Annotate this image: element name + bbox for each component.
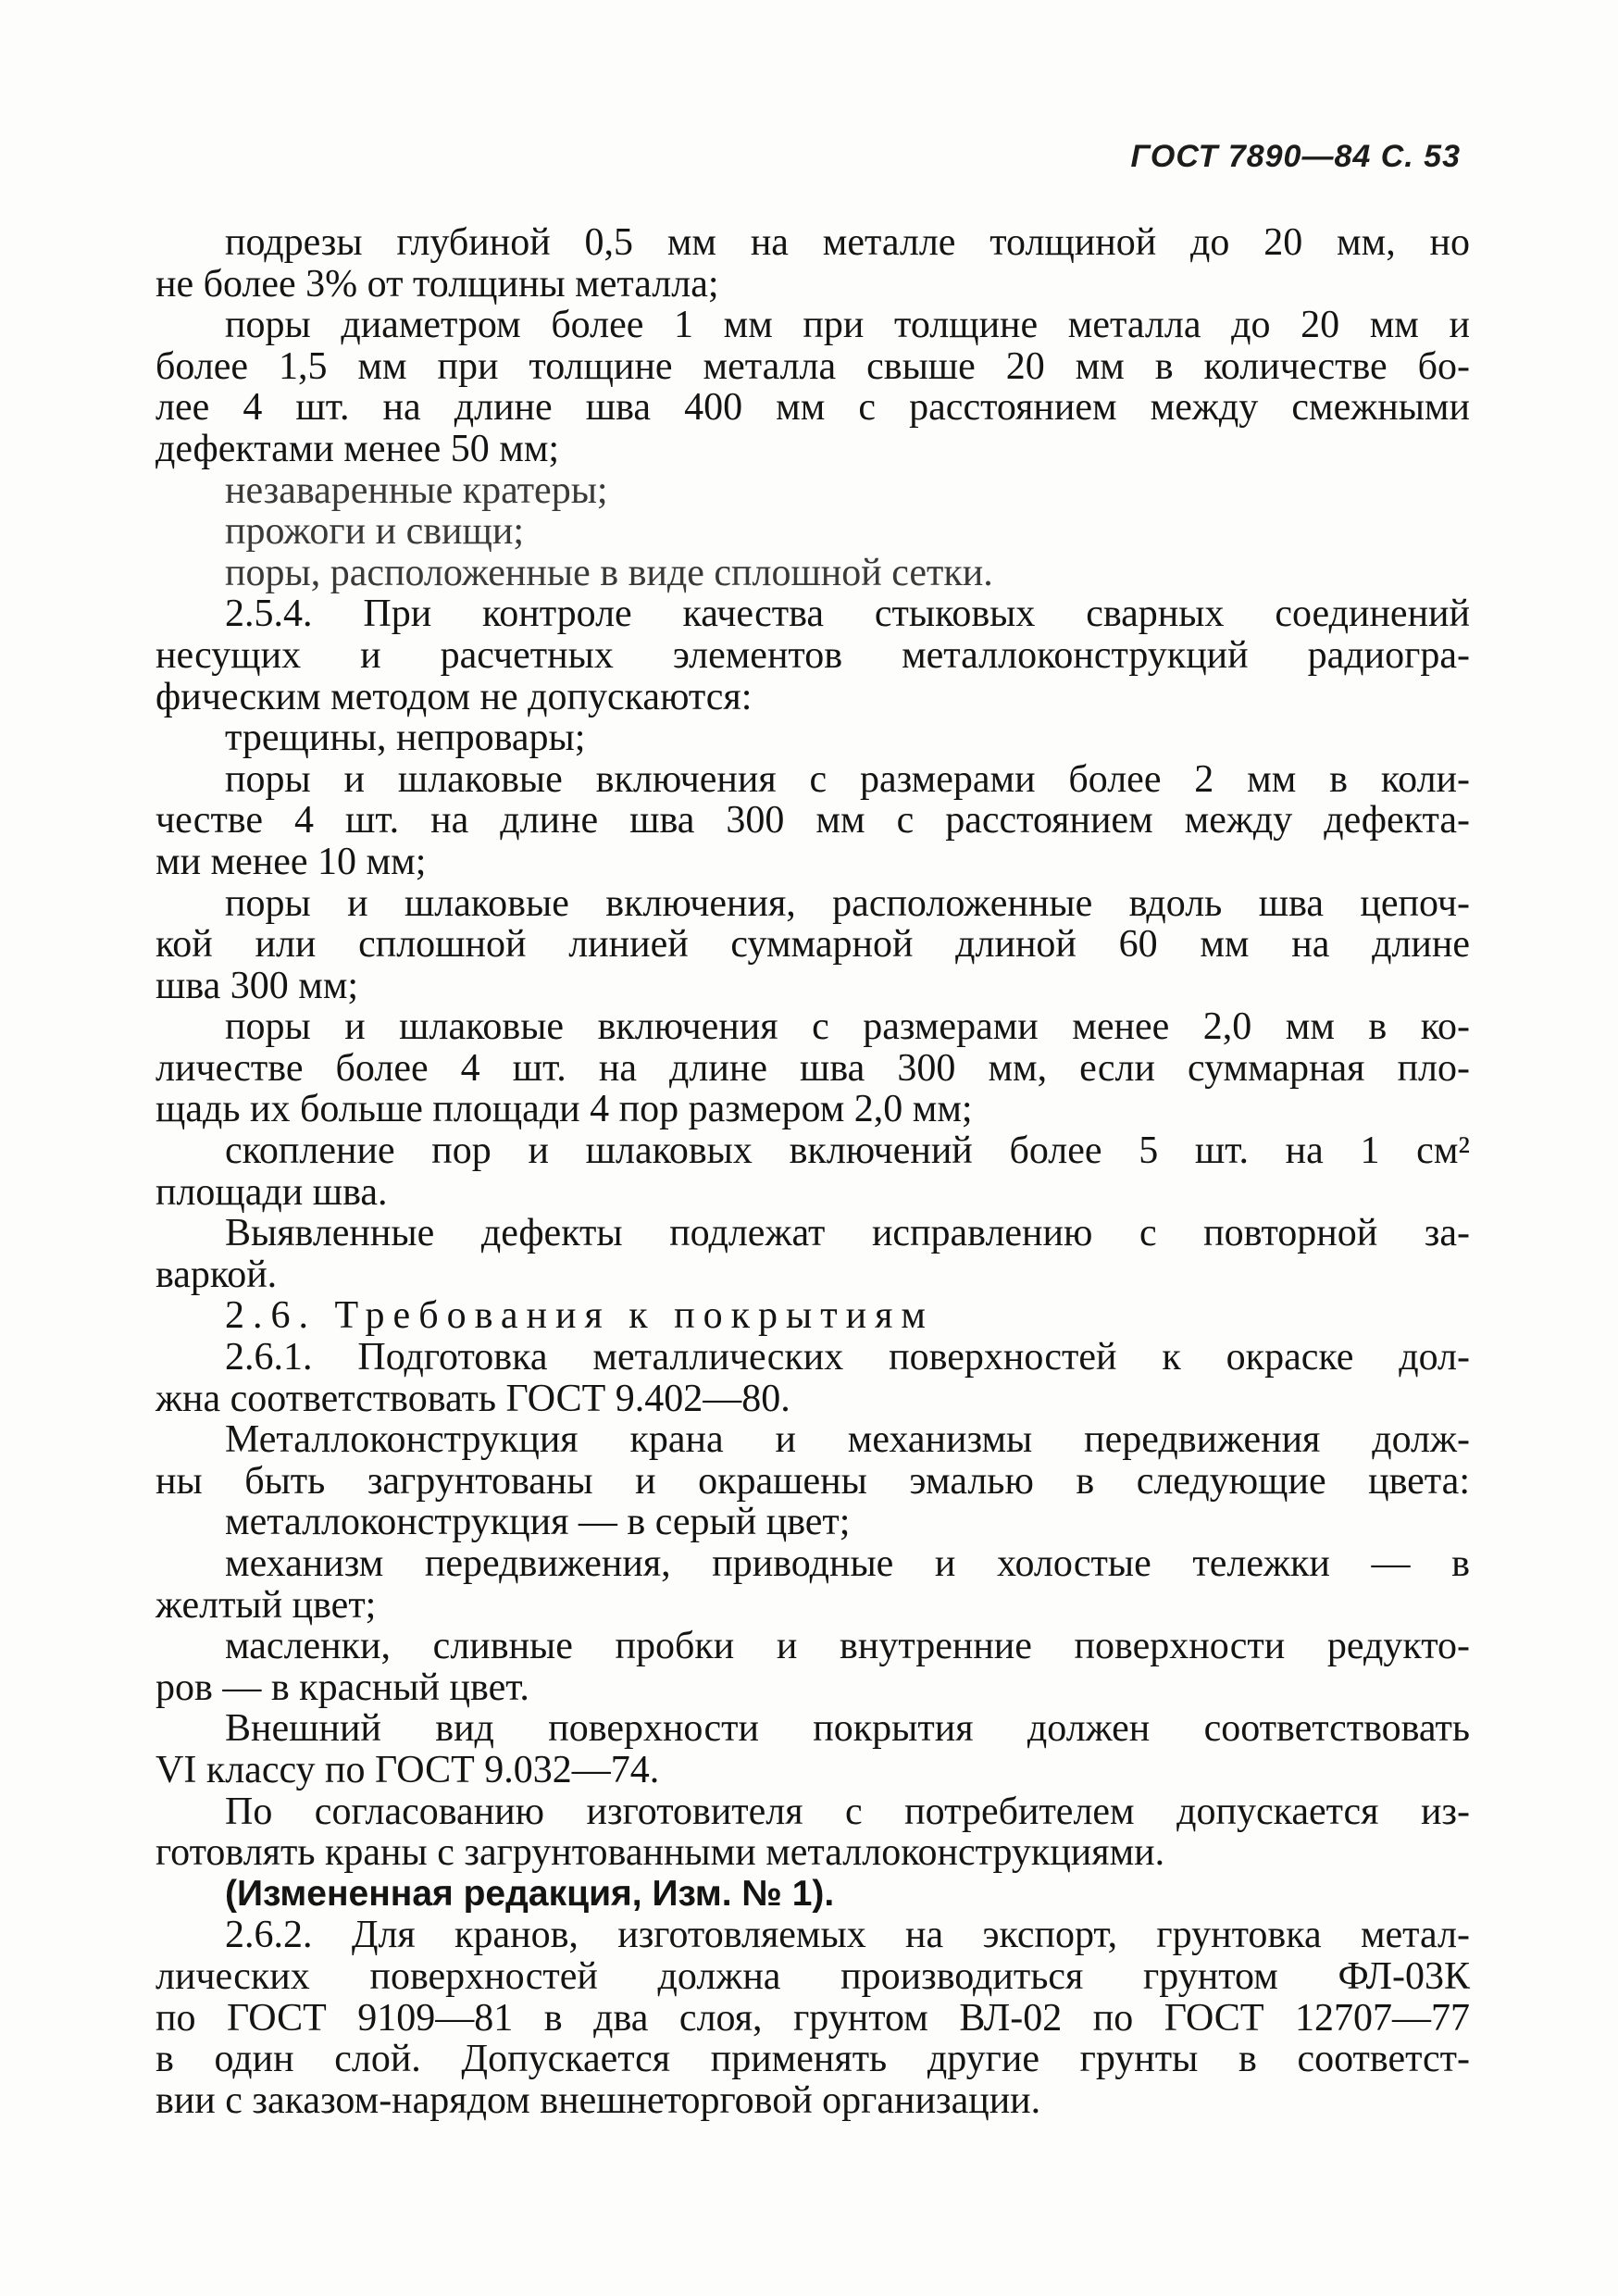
- text-line: более 1,5 мм при толщине металла свыше 20 мм в количестве бо-: [156, 344, 1470, 388]
- text-line: Внешний вид поверхности покрытия должен соответствовать: [225, 1707, 1470, 1751]
- text-line: шва 300 мм;: [156, 964, 359, 1007]
- text-line: поры и шлаковые включения с размерами более 2 мм в коли-: [225, 757, 1470, 801]
- text-line: по ГОСТ 9109—81 в два слоя, грунтом ВЛ-02 по ГОСТ 12707—77: [156, 1996, 1470, 2040]
- text-line: поры и шлаковые включения с размерами менее 2,0 мм в ко-: [225, 1005, 1470, 1049]
- text-line: Выявленные дефекты подлежат исправлению с повторной за-: [225, 1212, 1470, 1255]
- text-line: поры диаметром более 1 мм при толщине металла до 20 мм и: [225, 304, 1470, 347]
- page-header: ГОСТ 7890—84 С. 53: [1130, 139, 1461, 174]
- text-line: лических поверхностей должна производиться грунтом ФЛ-03К: [156, 1954, 1470, 1998]
- text-line: подрезы глубиной 0,5 мм на металле толщиной до 20 мм, но: [225, 221, 1470, 264]
- text-line: 2.6. Требования к покрытиям: [225, 1294, 934, 1338]
- text-line: площади шва.: [156, 1170, 388, 1214]
- text-line: кой или сплошной линией суммарной длиной 60 мм на длине: [156, 923, 1470, 967]
- text-line: ров — в красный цвет.: [156, 1666, 529, 1709]
- text-line: готовлять краны с загрунтованными металлоконструкциями.: [156, 1831, 1165, 1875]
- text-line: поры и шлаковые включения, расположенные вдоль шва цепоч-: [225, 881, 1470, 925]
- text-line: жна соответствовать ГОСТ 9.402—80.: [156, 1377, 790, 1420]
- text-line: 2.6.2. Для кранов, изготовляемых на экспорт, грунтовка метал-: [225, 1914, 1470, 1957]
- text-line: не более 3% от толщины металла;: [156, 262, 719, 306]
- text-line: механизм передвижения, приводные и холостые тележки — в: [225, 1542, 1470, 1585]
- text-line: скопление пор и шлаковых включений более 5 шт. на 1 см²: [225, 1129, 1470, 1173]
- text-line: 2.6.1. Подготовка металлических поверхностей к окраске дол-: [225, 1336, 1470, 1379]
- text-line: (Измененная редакция, Изм. № 1).: [225, 1873, 835, 1914]
- text-line: ны быть загрунтованы и окрашены эмалью в следующие цвета:: [156, 1459, 1470, 1503]
- text-line: металлоконструкция — в серый цвет;: [225, 1501, 851, 1544]
- body-text: [156, 222, 1470, 2121]
- text-line: прожоги и свищи;: [225, 510, 525, 554]
- text-line: ми менее 10 мм;: [156, 840, 427, 883]
- text-line: поры, расположенные в виде сплошной сетки.: [225, 551, 993, 594]
- text-line: трещины, непровары;: [225, 717, 586, 760]
- text-line: фическим методом не допускаются:: [156, 675, 753, 718]
- text-line: 2.5.4. При контроле качества стыковых сварных соединений: [225, 593, 1470, 636]
- text-line: щадь их больше площади 4 пор размером 2,0 мм;: [156, 1088, 973, 1131]
- text-line: лее 4 шт. на длине шва 400 мм с расстоянием между смежными: [156, 386, 1470, 430]
- text-line: вии с заказом-нарядом внешнеторговой организации.: [156, 2078, 1041, 2122]
- text-line: VI классу по ГОСТ 9.032—74.: [156, 1748, 660, 1791]
- text-line: честве 4 шт. на длине шва 300 мм с расстоянием между дефекта-: [156, 799, 1470, 842]
- text-line: дефектами менее 50 мм;: [156, 427, 560, 470]
- text-line: в один слой. Допускается применять другие грунты в соответст-: [156, 2038, 1470, 2081]
- text-line: Металлоконструкция крана и механизмы передвижения долж-: [225, 1418, 1470, 1462]
- text-line: несущих и расчетных элементов металлоконструкций радиогра-: [156, 633, 1470, 677]
- text-line: желтый цвет;: [156, 1583, 377, 1627]
- text-line: личестве более 4 шт. на длине шва 300 мм, если суммарная пло-: [156, 1046, 1470, 1090]
- text-line: варкой.: [156, 1253, 278, 1296]
- text-line: масленки, сливные пробки и внутренние поверхности редукто-: [225, 1625, 1470, 1668]
- text-line: незаваренные кратеры;: [225, 468, 608, 512]
- text-line: По согласованию изготовителя с потребителем допускается из-: [225, 1790, 1470, 1833]
